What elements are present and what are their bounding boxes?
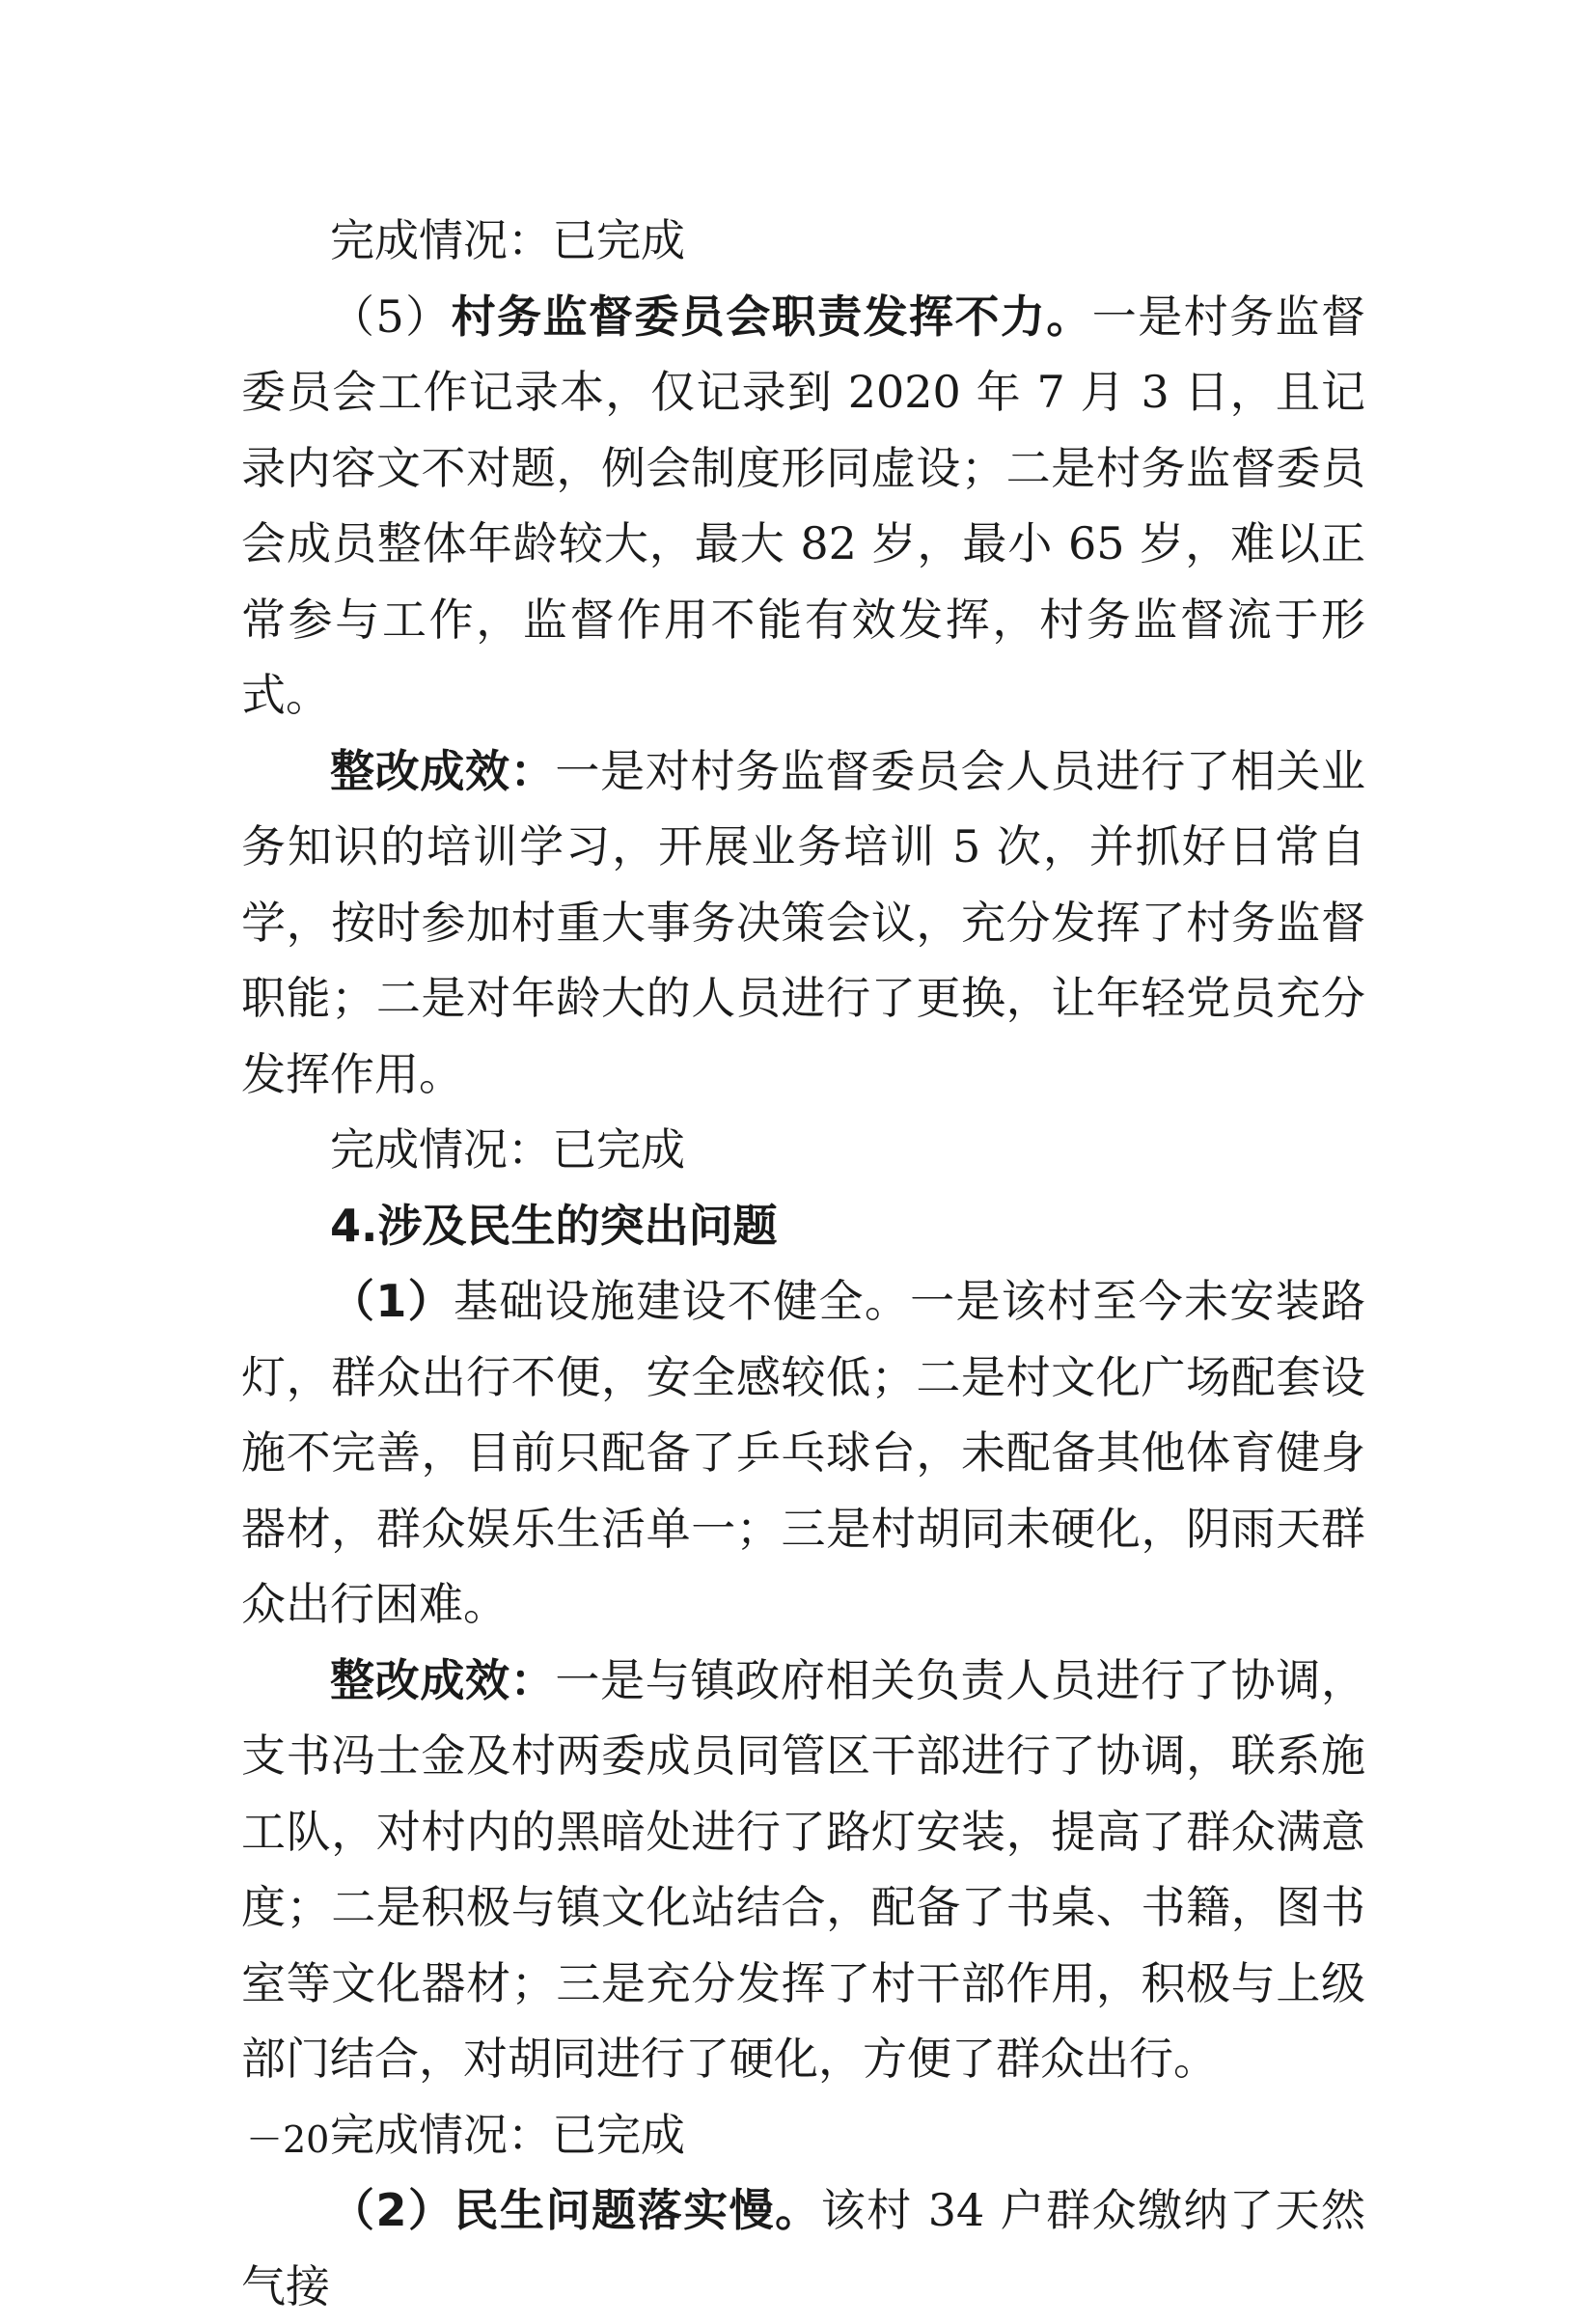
paragraph-number: （1） — [330, 1275, 454, 1327]
rectification-label: 整改成效： — [330, 1653, 556, 1706]
section-heading — [241, 1188, 1365, 1264]
issue-paragraph — [241, 1263, 1365, 1643]
page-number: －20－ — [246, 2118, 367, 2161]
issue-title: 村务监督委员会职责发挥不力。 — [451, 290, 1092, 343]
completion-status — [241, 2097, 1365, 2173]
document-body — [241, 203, 1365, 2324]
paragraph-text: 一是与镇政府相关负责人员进行了协调，支书冯士金及村两委成员同管区干部进行了协调，联系施工队，对村内的黑暗处进行了路灯安装，提高了群众满意度；二是积极与镇文化站结合，配备了书桌、书籍，图书室等文化器材；三是充分发挥了村干部作用，积极与上级部门结合，对胡同进行了硬化，方便了群众出行。 — [241, 1653, 1366, 2085]
paragraph-number: （2） — [330, 2184, 454, 2236]
completion-status — [241, 1112, 1365, 1188]
completion-status — [241, 203, 1365, 279]
rectification-label: 整改成效： — [330, 744, 556, 797]
paragraph-number: （5） — [330, 290, 452, 343]
paragraph-text: 一是对村务监督委员会人员进行了相关业务知识的培训学习，开展业务培训 5 次，并抓好日常自学，按时参加村重大事务决策会议，充分发挥了村务监督职能；二是对年龄大的人员进行了更换，让年轻党员充分发挥作用。 — [241, 744, 1366, 1100]
paragraph-text: 该村 34 户群众缴纳了天然气接 — [241, 2184, 1366, 2312]
paragraph-text: 完成情况：已完成 — [330, 1123, 685, 1176]
paragraph-text: 一是村务监督委员会工作记录本，仅记录到 2020 年 7 月 3 日，且记录内容文不对题，例会制度形同虚设；二是村务监督委员会成员整体年龄较大，最大 82 岁，最小 65 岁，难以正常参与工作，监督作用不能有效发挥，村务监督流于形式。 — [241, 290, 1365, 721]
paragraph-text: 完成情况：已完成 — [330, 2108, 685, 2161]
rectification-paragraph — [241, 1643, 1365, 2097]
issue-title: 民生问题落实慢。 — [454, 2184, 821, 2236]
paragraph-text: 完成情况：已完成 — [330, 214, 685, 266]
issue-paragraph — [241, 2172, 1365, 2324]
heading-text: 4.涉及民生的突出问题 — [330, 1199, 778, 1252]
rectification-paragraph — [241, 733, 1365, 1113]
issue-paragraph — [241, 279, 1365, 733]
paragraph-text: 基础设施建设不健全。一是该村至今未安装路灯，群众出行不便，安全感较低；二是村文化广场配套设施不完善，目前只配备了乒乓球台，未配备其他体育健身器材，群众娱乐生活单一；三是村胡同未硬化，阴雨天群众出行困难。 — [241, 1275, 1366, 1630]
